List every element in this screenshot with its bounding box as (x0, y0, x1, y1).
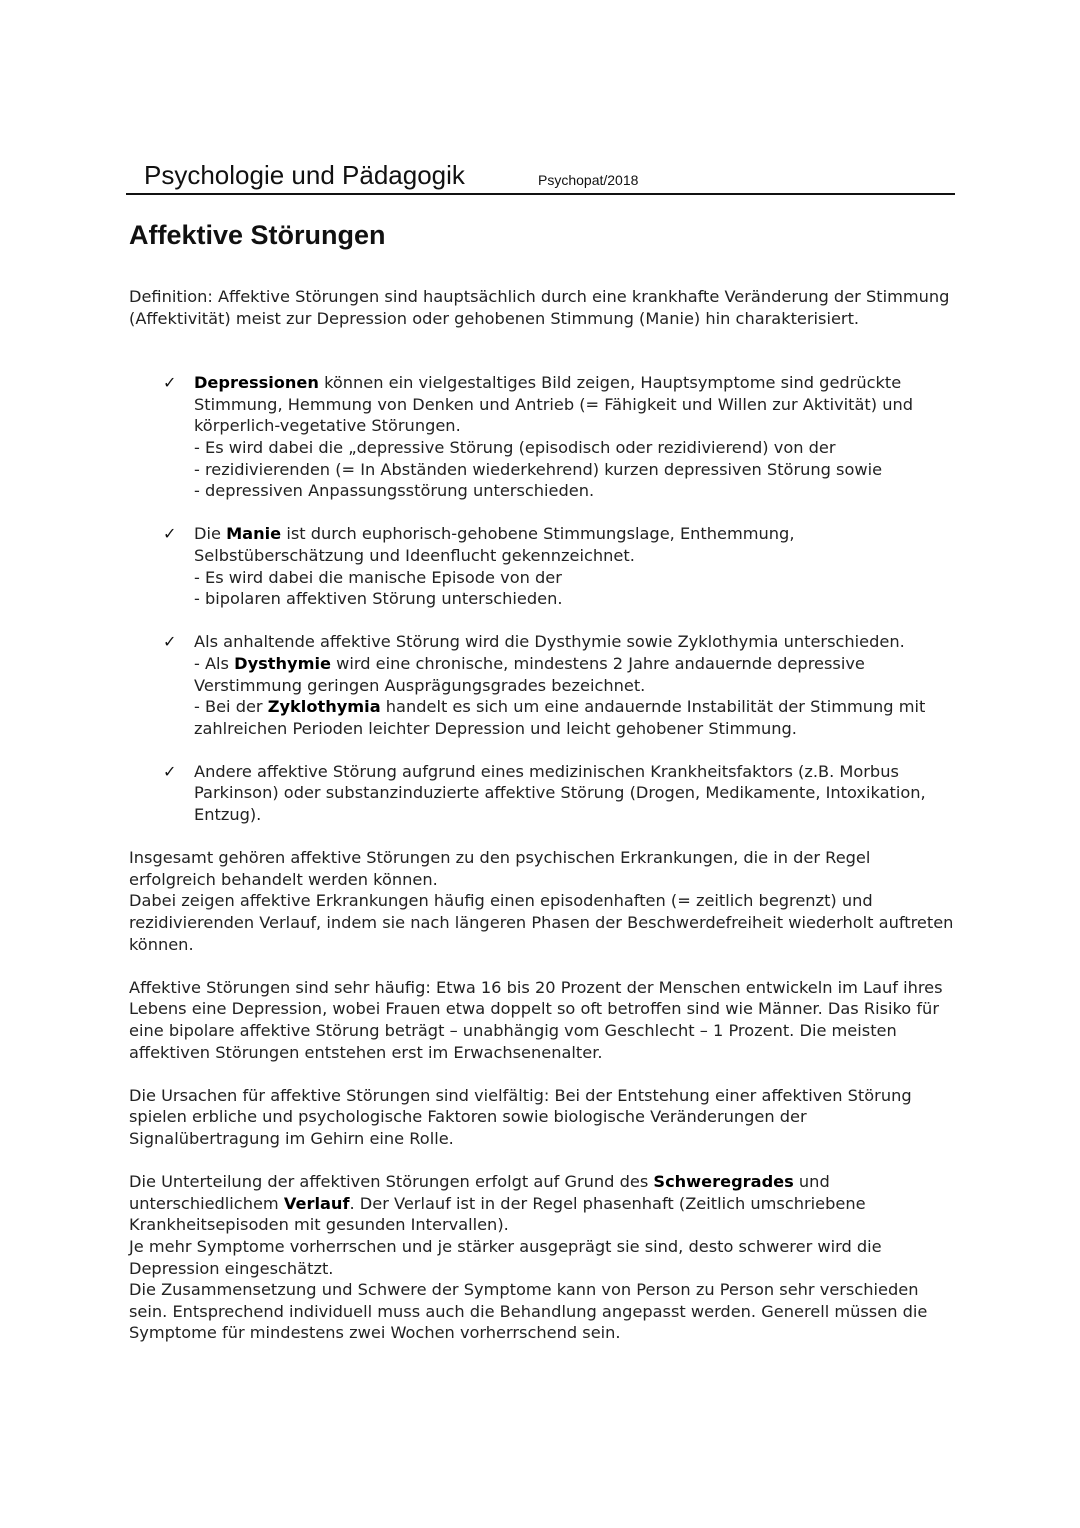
term-manie: Manie (226, 524, 282, 544)
item-text: Als anhaltende affektive Störung wird die Dysthymie sowie Zyklothymia unterschieden. (194, 632, 905, 652)
paragraph-text: Je mehr Symptome vorherrschen und je stärker ausgeprägt sie sind, desto schwerer wird die Depression eingeschätzt. (129, 1236, 882, 1278)
paragraph-text: Die Zusammensetzung und Schwere der Symptome kann von Person zu Person sehr verschieden sein. Entsprechend individuell muss auch die Behandlung angepasst werden. Generell müssen die Symptome für mindestens zwei Wochen vorherrschend sein. (129, 1280, 928, 1343)
checkmark-icon: ✓ (163, 761, 177, 781)
item-text: handelt es sich um eine andauernde Instabilität der Stimmung mit zahlreichen Perioden leichter Depression und leicht gehobener Stimmung. (194, 697, 926, 738)
page-header (126, 158, 955, 195)
header-subject: Psychologie und Pädagogik (144, 160, 465, 190)
paragraph-text: Die Unterteilung der affektiven Störungen erfolgt auf Grund des (129, 1172, 654, 1192)
paragraph-ursachen: Die Ursachen für affektive Störungen sind vielfältig: Bei der Entstehung einer affektiven Störung spielen erbliche und psychologische Faktoren sowie biologische Veränderungen der Signalübertragung im Gehirn eine Rolle. (129, 1085, 912, 1148)
term-verlauf: Verlauf (283, 1193, 350, 1213)
item-text: - Bei der (194, 697, 268, 717)
term-schweregrades: Schweregrades (653, 1172, 794, 1192)
document-body (129, 286, 954, 1344)
disorder-checklist (129, 372, 954, 825)
term-dysthymie: Dysthymie (234, 653, 331, 673)
item-text: Die (194, 524, 227, 544)
item-subline: - Es wird dabei die „depressive Störung (episodisch oder rezidivierend) von der (194, 437, 836, 457)
term-depressionen: Depressionen (194, 373, 319, 393)
checkmark-icon: ✓ (163, 373, 177, 393)
item-subline: - depressiven Anpassungsstörung unterschieden. (194, 481, 595, 501)
page-title: Affektive Störungen (129, 220, 386, 250)
item-subline: - bipolaren affektiven Störung unterschieden. (194, 589, 563, 609)
item-text: können ein vielgestaltiges Bild zeigen, Hauptsymptome sind gedrückte Stimmung, Hemmung von Denken und Antrieb (= Fähigkeit und Willen zur Aktivität) und körperlich-vegetative Störungen. (194, 373, 914, 436)
checkmark-icon: ✓ (163, 524, 177, 544)
paragraph-verlauf (129, 847, 954, 955)
checkmark-icon: ✓ (163, 632, 177, 652)
item-subline: - rezidivierenden (= In Abständen wiederkehrend) kurzen depressiven Störung sowie (194, 459, 883, 479)
paragraph-text: und unterschiedlichem (129, 1172, 830, 1213)
paragraph-text: Insgesamt gehören affektive Störungen zu den psychischen Erkrankungen, die in der Regel erfolgreich behandelt werden können. (129, 848, 871, 889)
item-text: ist durch euphorisch-gehobene Stimmungslage, Enthemmung, Selbstüberschätzung und Ideenflucht gekennzeichnet. (194, 524, 795, 565)
term-zyklothymia: Zyklothymia (267, 697, 381, 717)
paragraph-haeufigkeit: Affektive Störungen sind sehr häufig: Etwa 16 bis 20 Prozent der Menschen entwickeln im Lauf ihres Lebens eine Depression, wobei Frauen etwa doppelt so oft betroffen sind wie Männer. Das Risiko für eine bipolare affektive Störung beträgt – unabhängig vom Geschlecht – 1 Prozent. Die meisten affektiven Störungen entstehen erst im Erwachsenenalter. (129, 977, 943, 1062)
list-item-manie (129, 523, 954, 609)
list-item-anhaltende (129, 631, 954, 739)
paragraph-text: Dabei zeigen affektive Erkrankungen häufig einen episodenhaften (= zeitlich begrenzt) und rezidivierenden Verlauf, indem sie nach längeren Phasen der Beschwerdefreiheit wiederholt auftreten können. (129, 891, 954, 954)
header-code: Psychopat/2018 (538, 172, 639, 188)
list-item-andere (129, 761, 954, 826)
item-text: - Als (194, 653, 235, 673)
item-text: wird eine chronische, mindestens 2 Jahre andauernde depressive Verstimmung geringen Ausprägungsgrades bezeichnet. (194, 653, 865, 695)
list-item-depression (129, 372, 954, 502)
paragraph-text: . Der Verlauf ist in der Regel phasenhaft (Zeitlich umschriebene Krankheitsepisoden mit gesunden Intervallen). (129, 1193, 866, 1235)
definition-paragraph: Definition: Affektive Störungen sind hauptsächlich durch eine krankhafte Veränderung der Stimmung (Affektivität) meist zur Depression oder gehobenen Stimmung (Manie) hin charakterisiert. (129, 287, 950, 328)
paragraph-unterteilung (129, 1171, 954, 1344)
item-text: Andere affektive Störung aufgrund eines medizinischen Krankheitsfaktors (z.B. Morbus Parkinson) oder substanzinduzierte affektive Störung (Drogen, Medikamente, Intoxikation, Entzug). (194, 761, 926, 825)
item-subline: - Es wird dabei die manische Episode von der (194, 567, 562, 587)
